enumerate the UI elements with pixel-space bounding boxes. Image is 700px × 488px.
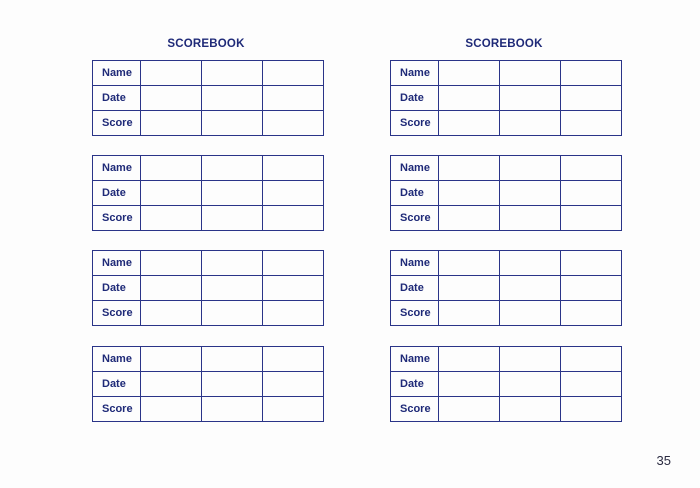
score-row-date — [391, 372, 622, 397]
entry-cell[interactable] — [561, 156, 622, 181]
entry-cell[interactable] — [202, 276, 263, 301]
entry-cell[interactable] — [141, 372, 202, 397]
entry-cell[interactable] — [439, 206, 500, 231]
entry-cell[interactable] — [141, 111, 202, 136]
score-row-score — [93, 301, 324, 326]
score-table — [390, 346, 622, 422]
entry-cell[interactable] — [439, 372, 500, 397]
score-table — [390, 155, 622, 231]
entry-cell[interactable] — [141, 397, 202, 422]
entry-cell[interactable] — [439, 251, 500, 276]
entry-cell[interactable] — [263, 181, 324, 206]
row-label: Score — [391, 301, 439, 326]
scorebook-title: SCOREBOOK — [167, 38, 245, 50]
row-label: Name — [93, 251, 141, 276]
score-row-name — [391, 347, 622, 372]
score-row-score — [391, 206, 622, 231]
entry-cell[interactable] — [561, 347, 622, 372]
row-label: Score — [391, 397, 439, 422]
row-label: Date — [93, 372, 141, 397]
entry-cell[interactable] — [500, 347, 561, 372]
row-label: Name — [93, 347, 141, 372]
entry-cell[interactable] — [561, 111, 622, 136]
row-label: Name — [93, 61, 141, 86]
score-row-date — [391, 181, 622, 206]
row-label: Name — [391, 251, 439, 276]
entry-cell[interactable] — [500, 276, 561, 301]
entry-cell[interactable] — [439, 156, 500, 181]
entry-cell[interactable] — [500, 111, 561, 136]
score-row-date — [391, 86, 622, 111]
page-number: 35 — [656, 453, 671, 468]
entry-cell[interactable] — [202, 111, 263, 136]
entry-cell[interactable] — [500, 86, 561, 111]
entry-cell[interactable] — [561, 397, 622, 422]
entry-cell[interactable] — [500, 301, 561, 326]
entry-cell[interactable] — [202, 61, 263, 86]
entry-cell[interactable] — [263, 276, 324, 301]
score-row-name — [391, 156, 622, 181]
scorebook-title: SCOREBOOK — [465, 38, 543, 50]
entry-cell[interactable] — [500, 206, 561, 231]
entry-cell[interactable] — [141, 301, 202, 326]
score-row-name — [93, 347, 324, 372]
entry-cell[interactable] — [500, 372, 561, 397]
score-row-date — [93, 181, 324, 206]
row-label: Score — [93, 206, 141, 231]
entry-cell[interactable] — [439, 61, 500, 86]
entry-cell[interactable] — [202, 251, 263, 276]
entry-cell[interactable] — [263, 156, 324, 181]
row-label: Name — [93, 156, 141, 181]
entry-cell[interactable] — [500, 181, 561, 206]
score-table — [390, 60, 622, 136]
row-label: Date — [93, 276, 141, 301]
score-table — [390, 250, 622, 326]
entry-cell[interactable] — [500, 397, 561, 422]
row-label: Date — [391, 372, 439, 397]
score-row-name — [391, 251, 622, 276]
entry-cell[interactable] — [202, 301, 263, 326]
entry-cell[interactable] — [439, 86, 500, 111]
score-table — [92, 155, 324, 231]
score-row-score — [93, 206, 324, 231]
entry-cell[interactable] — [141, 251, 202, 276]
entry-cell[interactable] — [500, 156, 561, 181]
score-row-name — [93, 251, 324, 276]
row-label: Date — [93, 181, 141, 206]
row-label: Date — [391, 181, 439, 206]
entry-cell[interactable] — [439, 111, 500, 136]
entry-cell[interactable] — [263, 111, 324, 136]
entry-cell[interactable] — [439, 181, 500, 206]
score-table — [92, 250, 324, 326]
row-label: Name — [391, 61, 439, 86]
entry-cell[interactable] — [263, 206, 324, 231]
entry-cell[interactable] — [561, 276, 622, 301]
entry-cell[interactable] — [439, 276, 500, 301]
entry-cell[interactable] — [439, 301, 500, 326]
entry-cell[interactable] — [561, 251, 622, 276]
entry-cell[interactable] — [561, 61, 622, 86]
entry-cell[interactable] — [202, 181, 263, 206]
entry-cell[interactable] — [141, 86, 202, 111]
entry-cell[interactable] — [202, 397, 263, 422]
row-label: Date — [391, 86, 439, 111]
entry-cell[interactable] — [439, 397, 500, 422]
entry-cell[interactable] — [263, 86, 324, 111]
entry-cell[interactable] — [141, 347, 202, 372]
entry-cell[interactable] — [202, 86, 263, 111]
entry-cell[interactable] — [263, 347, 324, 372]
entry-cell[interactable] — [561, 301, 622, 326]
row-label: Date — [391, 276, 439, 301]
entry-cell[interactable] — [141, 61, 202, 86]
entry-cell[interactable] — [263, 301, 324, 326]
score-row-score — [391, 397, 622, 422]
score-row-score — [391, 301, 622, 326]
row-label: Score — [391, 111, 439, 136]
score-row-date — [391, 276, 622, 301]
row-label: Date — [93, 86, 141, 111]
entry-cell[interactable] — [500, 61, 561, 86]
score-row-name — [391, 61, 622, 86]
score-row-name — [93, 61, 324, 86]
row-label: Score — [93, 111, 141, 136]
entry-cell[interactable] — [263, 397, 324, 422]
entry-cell[interactable] — [439, 347, 500, 372]
entry-cell[interactable] — [202, 206, 263, 231]
score-table — [92, 60, 324, 136]
entry-cell[interactable] — [263, 61, 324, 86]
row-label: Score — [391, 206, 439, 231]
score-row-score — [93, 111, 324, 136]
row-label: Score — [93, 301, 141, 326]
row-label: Name — [391, 156, 439, 181]
entry-cell[interactable] — [500, 251, 561, 276]
entry-cell[interactable] — [202, 156, 263, 181]
score-row-date — [93, 372, 324, 397]
entry-cell[interactable] — [561, 206, 622, 231]
entry-cell[interactable] — [263, 372, 324, 397]
score-row-date — [93, 276, 324, 301]
entry-cell[interactable] — [141, 276, 202, 301]
entry-cell[interactable] — [561, 372, 622, 397]
entry-cell[interactable] — [263, 251, 324, 276]
entry-cell[interactable] — [141, 181, 202, 206]
entry-cell[interactable] — [141, 206, 202, 231]
entry-cell[interactable] — [202, 347, 263, 372]
entry-cell[interactable] — [202, 372, 263, 397]
score-row-name — [93, 156, 324, 181]
score-table — [92, 346, 324, 422]
entry-cell[interactable] — [561, 86, 622, 111]
entry-cell[interactable] — [561, 181, 622, 206]
entry-cell[interactable] — [141, 156, 202, 181]
score-row-score — [391, 111, 622, 136]
row-label: Score — [93, 397, 141, 422]
row-label: Name — [391, 347, 439, 372]
score-row-date — [93, 86, 324, 111]
score-row-score — [93, 397, 324, 422]
